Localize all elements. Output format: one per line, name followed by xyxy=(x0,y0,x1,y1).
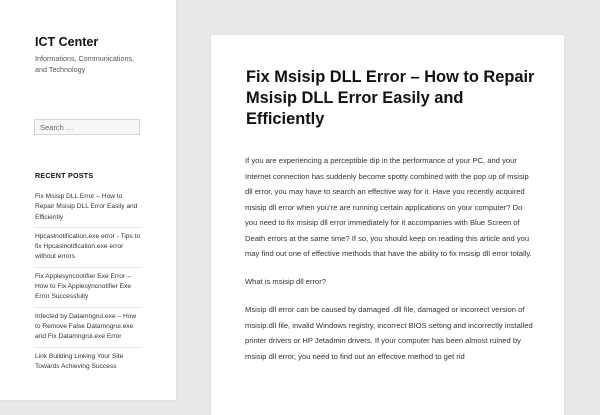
list-item xyxy=(35,267,141,307)
list-item xyxy=(35,186,141,227)
recent-posts-list xyxy=(35,186,141,376)
recent-post-link[interactable]: Fix Applesyncnotifier Exe Error – How to Fix Applesyncnotifier Exe Error Successfully xyxy=(35,272,132,301)
article-content xyxy=(245,153,535,377)
site-title-link[interactable]: ICT Center xyxy=(35,35,99,49)
recent-post-link[interactable]: Infected by Datamngrui.exe – How to Remove False Datamngrui.exe and Fix Datamngrui.exe Error xyxy=(35,312,137,341)
article-paragraph: Msisip dll error can be caused by damaged .dll file, damaged or incorrect version of msisip.dll file, invalid Windows registry, incorrect BIOS setting and incorrectly installed printer drivers or HP Jetadmin drivers. If your computer has been almost ruined by msisip dll error, you need to find out an effective method to get rid xyxy=(245,305,533,361)
recent-post-link[interactable]: Fix Msisip DLL Error – How to Repair Msisip DLL Error Easily and Efficiently xyxy=(35,193,138,221)
search-input[interactable] xyxy=(34,119,140,135)
article-title: Fix Msisip DLL Error – How to Repair Msisip DLL Error Easily and Efficiently xyxy=(246,68,535,128)
recent-post-link[interactable]: Hpcaslnotification.exe error - Tips to fix Hpcaslnotification.exe error without errors xyxy=(35,232,141,261)
article-paragraph: What is msisip dll error? xyxy=(245,277,327,286)
sidebar xyxy=(0,0,176,400)
recent-post-link[interactable]: Link Building Linking Your Site Towards Achieving Success xyxy=(35,352,124,370)
article-card xyxy=(211,35,564,415)
article-paragraph: If you are experiencing a perceptible dip in the performance of your PC, and your Internet connection has suddenly become spotty combined with the pop up of msisip dll error, you may have to search an effective way for it. Have you recently acquired msisip dll error when you’re are running certain applications on your computer? Do you need to fix msisip dll error immediately for it accompanies with Blue Screen of Death errors at the same time? If so, you should keep on reading this article and you may find out one of effective methods that have the ability to fix msisip dll error totally. xyxy=(245,156,532,258)
list-item xyxy=(35,227,141,267)
recent-posts-heading: RECENT POSTS xyxy=(35,171,94,180)
site-description: Informations, Communications, and Technology xyxy=(35,54,135,74)
list-item xyxy=(35,347,141,377)
list-item xyxy=(35,307,141,347)
